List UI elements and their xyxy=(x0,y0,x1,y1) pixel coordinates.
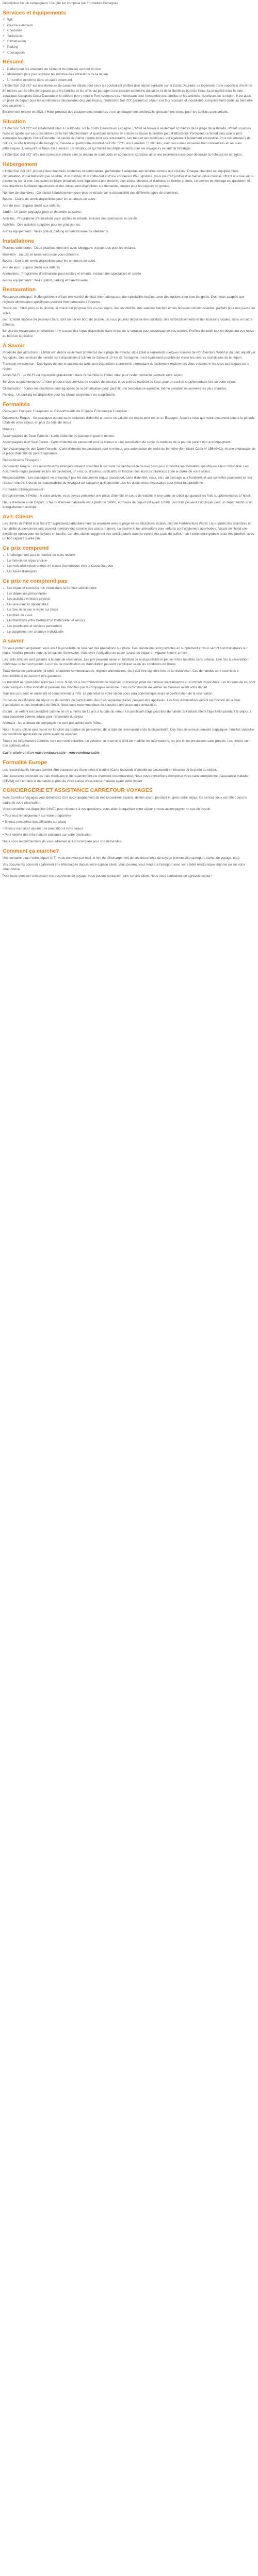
list-item: ● Les pourboires et services personnels xyxy=(3,624,255,629)
formalites-paragraph: Enregistrement à l'Hôtel : À votre arrivée, vous devrez présenter une pièce d'identité en cours de validité et une carte de crédit qui garantit les frais supplémentaires à l'hôtel. xyxy=(3,494,251,498)
installations-paragraph: Animations : Programme d'animations pour adultes et enfants, incluant des spectacles en soirée. xyxy=(3,272,142,276)
hebergement-paragraph: Activités : Des activités adaptées pour les plus jeunes. xyxy=(3,223,81,227)
situation-paragraph: L'Hôtel Bon Sol d'O" est idéalement situé à La Pineda, sur la Costa Daurada en Espagne. L'hôtel se trouve à seulement 50 mètres de la plage de la Pineda, offrant un accès facile et rapide aux eaux cristallines de la mer Méditerranée. À quelques minutes en voiture se trouve le célèbre parc d'attractions PortAventura World ainsi que le parc aquatique Aquopolis Costa Daurada. Le centre de Salou, réputé pour ses restaurants, ses bars et ses boutiques, est également facilement accessible. Pour les amateurs de culture, la ville historique de Tarragone, classée au patrimoine mondial de l'UNESCO, est à environ 15 minutes, avec ses ruines romaines bien conservées et ses rues pittoresques. L'aéroport de Reus est à environ 10 minutes, ce qui facilite les déplacements pour les voyageurs venant de l'étranger. xyxy=(3,127,251,150)
conciergerie-paragraph: • Pour tout renseignement sur votre programme xyxy=(3,814,72,818)
avance-title: A savoir xyxy=(3,638,24,645)
formalites-paragraph: Responsabilités : Les passagers ne présentant pas les documents requis (passeport, carte d'identité, visas, etc.) au passage aux frontières et aux contrôles pourraient se voir refuser l'entrée. Il est de la responsabilité du voyageur de s'assurer qu'il possède tous les documents nécessaires pour éviter tout problème. xyxy=(3,476,253,485)
list-item: ● Les repas et boissons non inclus dans la formule sélectionnée xyxy=(3,586,255,591)
hebergement-paragraph: Aire de jeux : Espace dédié aux enfants. xyxy=(3,204,61,208)
formalites-paragraph: Accompagnés de Deux Parents : Carte d'identité ou passeport pour le mineur. xyxy=(3,434,115,438)
formalites-paragraph: Heure d'Arrivée et de Départ : L'heure d'arrivée habituelle est à partir de 14h00, et l'heure de départ est avant 10h00. Des frais peuvent s'appliquer pour un départ tardif ou un enregistrement anticipé. xyxy=(3,500,253,510)
savoir-paragraph: Proximité des attractions : L'hôtel est idéal à seulement 50 mètres de la plage de Pineda, situé idéal à seulement quelques minutes de PortAventura World et du parc aquatique Aquopolis. Des services de navette sont disponibles à 5,5 km de Salou et 10 km de Tarragone. Il est également possible de visiter les centres touristiques de la région. xyxy=(3,351,255,360)
situation-title: Situation xyxy=(3,118,26,125)
hebergement-paragraph: Sports : Courts de tennis disponibles pour les amateurs de sport. xyxy=(3,197,96,201)
sante-title: Formalité Europe xyxy=(3,759,47,766)
installations-paragraph: Sports : Courts de tennis disponibles pour les amateurs de sport. xyxy=(3,259,96,263)
formalites-paragraph: Ressortissants Étrangers : xyxy=(3,458,41,462)
hebergement-paragraph: Activités : Programme d'animations pour adultes et enfants, incluant des spectacles en soirée. xyxy=(3,216,138,221)
savoir-title: À Savoir xyxy=(3,342,25,349)
list-item: ✔ Wifi xyxy=(3,18,255,23)
commander-title: Comment ça marche? xyxy=(3,848,59,854)
restauration-paragraph: Service de restauration en chambre : Il y a aussi des repas disponibles dans le bar de la terrasse pour accompagner vos soirées. Profitez du soleil tout en dégustant vos repas au bord de la piscine. xyxy=(3,329,254,338)
hebergement-paragraph: Autres équipements : Wi-Fi gratuit, parking et blanchisserie de vêtements. xyxy=(3,229,109,233)
hebergement-paragraph: L'Hôtel Bon Sol d'O" propose des chambres modernes et confortables, parfaitement adaptées aux familles comme aux couples. Chaque chambre est équipée d'une climatisation, d'une télévision par satellite, d'un minibar, d'un coffre-fort et d'une connexion Wi-Fi gratuite. Vous pourrez profiter d'un balcon privé meublé, offrant une vue sur la piscine ou sur la mer. Les salles de bains privatives sont équipées d'une douche, d'un sèche-cheveux et d'articles de toilette gratuits. Le service de ménage est quotidien, et des chambres familiales spacieuses et des suites sont disponibles sur demande, idéales pour les séjours en groupe. xyxy=(3,170,254,188)
avance-paragraph: Toutes les informations données sont non contractuelles. Le vendeur se réserve le droit de modifier les informations, les prix et les prestations sans préavis. Les photos sont non contractuelles. xyxy=(3,739,251,748)
list-item: ● Les vols aller-retour opérés en classe économique vers la Costa Daurada xyxy=(3,564,255,569)
conciergerie-paragraph: • Si vous souhaitez ajouter une prestation à votre séjour xyxy=(3,826,83,831)
avance-paragraph: Tous nos prix sont en euros (€) et comprennent la TVA. Le prix total de votre séjour vous sera communiqué avant la confirmation de la réservation. xyxy=(3,692,214,696)
list-item: ● Les dépenses personnelles xyxy=(3,591,255,597)
list-item: ● Les taxes d'aéroport xyxy=(3,569,255,574)
resume-paragraph: L'Hôtel Bon Sol d'O" est une demeure de caractère idéale pour ceux qui souhaitent profiter d'un séjour agréable sur la Costa Daurada. Le logement d'une superficie d'environ 50 mètres carrés offre de la place pour les familles et les amis qui partagent une passion commune du calme et de la liberté au bord de l'eau. Sa proximité avec le parc aquatique Aquopolis Costa Daurada et le célèbre port y rend le Port Aventura très intéressant pour l'ensemble des familles et les activités historiques de la région. Il est aussi un point de départ pour les nombreuses découvertes des vins locaux, l'Hôtel Bon Sol d'O" garantit un séjour à la fois reposant et inoubliable, complètement dédié au bien-être des vacanciers. xyxy=(3,84,253,108)
sante-paragraph: Une assurance couvrant les frais médicaux et de rapatriement est vivement recommandée. Nous vous conseillons d'emporter votre carte européenne d'assurance maladie (CEAM) ou d'en faire la demande auprès de votre caisse d'assurance maladie avant votre départ. xyxy=(3,774,249,783)
ne-comprend-list xyxy=(3,586,255,634)
restauration-paragraph: Snack-bar : Situé près de la piscine, le snack-bar propose des en-cas légers, des sandwichs, des salades fraîches et des boissons rafraîchissantes, parfaits pour une pause au soleil. xyxy=(3,307,255,315)
savoir-paragraph: Services supplémentaires : L'hôtel propose des services de location de voitures et de prêt de matériel de loisir, pour un confort supplémentaire lors de votre séjour. xyxy=(3,380,237,384)
savoir-paragraph: Accès Wi-Fi : Le Wi-Fi est disponible gratuitement dans l'ensemble de l'hôtel, idéal pour rester connecté pendant votre séjour. xyxy=(3,374,183,378)
list-item: ● L'hébergement pour le nombre de nuits réservé xyxy=(3,553,255,558)
formalites-paragraph: Mineurs : xyxy=(3,427,16,431)
formalites-paragraph: Non Accompagnés des Deux Parents : Carte d'identité ou passeport pour le mineur, une autorisation de sortie du territoire (formulaire Cerfa n° 15646*01), et une photocopie de la pièce d'identité du parent signataire. xyxy=(3,447,255,456)
formalites-paragraph: Documents Requis : Les ressortissants étrangers doivent consulter le consulat ou l'ambassade de leur pays pour connaître les formalités spécifiques à leur nationalité. Les documents requis peuvent inclure un passeport, un visa, ou d'autres justificatifs en fonction des accords bilatéraux et de la durée de votre séjour. xyxy=(3,465,249,473)
sante-paragraph: Les ressortissants français doivent être possesseurs d'une pièce d'identité (Carte nationale d'identité ou passeport) en fonction de la durée du séjour. xyxy=(3,768,217,772)
comprend-list xyxy=(3,553,255,574)
formalites-paragraph: Documents Requis : Un passeport ou une carte nationale d'identité en cours de validité est requis pour entrer en Espagne. Assurez-vous que votre document couvre la période totale de votre séjour, en plus du délai de retour. xyxy=(3,416,255,425)
avance-paragraph: Enfant : un enfant est considéré comme tel s'il a moins de 12 ans à la date du retour. Un justificatif d'âge peut être demandé. Si l'enfant atteint l'âge limite pendant le séjour, il sera considéré comme adulte pour l'ensemble du séjour. xyxy=(3,709,252,719)
list-item: ✔ Climatisation xyxy=(3,39,255,44)
savoir-paragraph: Transport en commun : Des lignes de bus et stations de taxis sont disponibles à proximité, permettant de facilement explorer les villes voisines et les sites touristiques de la région. xyxy=(3,362,250,371)
avance-paragraph: En cas de modification du séjour ou de nombre de participants, des frais supplémentaires peuvent être appliqués. Les frais d'annulation varient en fonction de la date d'annulation et des conditions de l'hôtel. Nous vous recommandons de souscrire une assurance annulation. xyxy=(3,698,240,707)
list-item: ● Les transferts entre l'aéroport et l'hôtel (aller et retour) xyxy=(3,618,255,623)
installations-paragraph: Piscines extérieures : Deux piscines, dont une avec toboggans et pour tous pour les enfants. xyxy=(3,246,136,250)
resume-paragraph: Entièrement rénové en 2021, l'Hôtel propose des équipements modernes et un aménagement confortable spécialement conçu pour les familles avec enfants. xyxy=(3,110,229,114)
avance-paragraph: Les tarifs affichés sont garantis à la date de réservation. Les prix peuvent varier en fonction de la disponibilité et peuvent être modifiés sans préavis. Une fois la réservation confirmée, le tarif est garanti. Les frais de modification ou d'annulation peuvent s'appliquer selon les conditions de l'hôtel. xyxy=(3,657,249,667)
list-item: ● Les assurances optionnelles xyxy=(3,602,255,607)
conciergerie-paragraph: Nous vous recommandons de vous adresser à la conciergerie pour vos demandes. xyxy=(3,840,122,844)
avance-paragraph: Note : le prix affiché peut varier en fonction du nombre de personnes, de la date de réservation et de la disponibilité. Des frais de service peuvent s'appliquer. Veuillez consulter les conditions générales de vente avant de réserver. xyxy=(3,727,255,737)
commander-paragraph: Vos documents pourront également être téléchargés depuis votre espace client. Vous pourrez vous rendre à l'aéroport avec votre billet électronique imprimé ou sur votre smartphone. xyxy=(3,862,246,872)
conciergerie-paragraph: • Si vous rencontrez des difficultés sur place xyxy=(3,820,67,824)
restauration-title: Restauration xyxy=(3,286,36,293)
list-item: ✔ Cheminée xyxy=(3,28,255,33)
situation-paragraph: L'Hôtel Bon Sol d'O" offre une connexion idéale avec le réseau de transports en commun et constitue ainsi une excellente base pour découvrir la richesse de la région. xyxy=(3,153,243,157)
list-item: ● Les frais de visas xyxy=(3,613,255,618)
savoir-paragraph: Parking : Un parking est disponible pour les clients moyennant un supplément. xyxy=(3,393,116,397)
ne-comprend-title: Ce prix ne comprend pas xyxy=(3,578,68,584)
list-item: ● Un confort moderne dans un cadre charmant xyxy=(3,78,255,83)
list-item: ● La taxe de séjour à régler sur place xyxy=(3,607,255,613)
installations-title: Installations xyxy=(3,238,35,244)
list-item: ● Les activités et loisirs payants xyxy=(3,597,255,602)
list-item: ● Idéalement plus pour explorer les nombreuses attractions de la région xyxy=(3,72,255,77)
restauration-paragraph: Bar : L'Hôtel dispose de plusieurs bars, dont un bar en bord de piscine, où vous pourrez déguster des cocktails, des rafraîchissements et des boissons locales, dans un cadre détendu. xyxy=(3,318,253,327)
avance-paragraph: Toute demande particulière (lit bébé, chambres communicantes, régimes alimentaires, etc.) doit être signalée lors de la réservation. Ces demandes sont soumises à disponibilité et ne peuvent être garanties. xyxy=(3,669,239,678)
list-item: ✔ Parking xyxy=(3,45,255,50)
avis-title: Avis Clients xyxy=(3,513,34,520)
commander-paragraph: Une semaine avant votre départ (J-7), vous recevrez par mail, le lien de téléchargement de vos documents de voyage (convocation aéroport, carnet de voyage, etc.). xyxy=(3,856,240,860)
resume-list xyxy=(3,67,255,83)
restauration-paragraph: Restaurant principal : Buffet généreux offrant une variété de plats internationaux et des spécialités locales, avec des options pour tous les goûts. Des repas adaptés aux régimes alimentaires spécifiques peuvent être demandés à l'avance. xyxy=(3,295,245,304)
formalites-paragraph: Passagers Français, Européens ou Ressortissants de l'Espace Économique Européen : xyxy=(3,410,129,414)
conciergerie-paragraph: Avec Carrefour Voyages vous bénéficiez d'un accompagnement de nos conseillers experts, dédiés avant, pendant et après votre séjour. Ce service vous est offert dans le cadre de votre réservation. xyxy=(3,796,247,805)
services-list xyxy=(3,18,255,55)
cartes-note: Carte vitale et d'un non-remboursable - non-remboursable xyxy=(3,751,100,755)
conciergerie-title: CONCIERGERIE ET ASSISTANCE CARREFOUR VOYAGES xyxy=(3,787,153,794)
services-title: Services et équipements xyxy=(3,9,67,16)
list-item: ● La formule de repas choisie xyxy=(3,558,255,564)
list-item: ✔ Télévision xyxy=(3,34,255,39)
conciergerie-paragraph: • Pour obtenir des informations pratiques sur votre destination xyxy=(3,833,92,837)
hebergement-title: Hébergement xyxy=(3,161,38,167)
hebergement-paragraph: Nombre de chambres : Contactez l'établissement pour plus de détails sur la disponibilité des différents types de chambres. xyxy=(3,191,179,195)
formalites-paragraph: Accompagnés d'un Seul Parent : Carte d'identité ou passeport pour le mineur et une autorisation de sortie du territoire de la part du parent non accompagnant. xyxy=(3,440,231,445)
savoir-paragraph: Climatisation : Toutes les chambres sont équipées de la climatisation pour garantir une température agréable, même pendant les journées les plus chaudes. xyxy=(3,386,227,391)
installations-paragraph: Bien-être : Jacuzzi et bains turcs pour vous détendre. xyxy=(3,252,79,257)
avance-paragraph: Animaux : les animaux de compagnie ne sont pas admis dans l'hôtel. xyxy=(3,721,102,725)
list-item: ● Parfait pour les amateurs de calme et de plénière au bord du lieu xyxy=(3,67,255,72)
formalites-paragraph: Formalités d'Enregistrement : xyxy=(3,487,45,492)
conciergerie-paragraph: Votre conseiller est disponible 24h/7J pour répondre à vos questions, vous aider à organiser votre séjour et vous accompagner en cas de besoin. xyxy=(3,807,212,811)
installations-paragraph: Aire de jeux : Espace dédié aux enfants. xyxy=(3,265,61,269)
installations-paragraph: Autres équipements : Wi-Fi gratuit, parking et blanchisserie. xyxy=(3,278,89,282)
avance-paragraph: Le transfert aéroport-hôtel n'est pas inclus. Nous vous recommandons de réserver un transfert privé ou d'utiliser les transports en commun disponibles. Les horaires de vol sont communiqués à titre indicatif et peuvent être modifiés par la compagnie aérienne. Il est recommandé de vérifier les horaires avant votre départ. xyxy=(3,681,255,689)
commander-paragraph: Pour toute question concernant vos documents de voyage, vous pouvez contacter notre service client. Nous vous souhaitons un agréable séjour ! xyxy=(3,874,213,878)
avance-paragraph: En vous portant acquéreur, vous avez la possibilité de réserver des prestations sur place. Ces prestations sont payantes en supplément et vous seront communiquées sur place. Veuillez prendre note qu'en cas de réservation, vous avez l'obligation de payer la taxe de séjour en vigueur à votre arrivée. xyxy=(3,646,248,655)
list-item: ● Le supplément en chambre individuelle xyxy=(3,630,255,635)
formalites-title: Formalités xyxy=(3,401,30,408)
resume-title: Résumé xyxy=(3,59,24,65)
page xyxy=(0,0,258,883)
intro-text: Description Ce joli campagnard ! Ce gîte est composé par Formalités Consignes xyxy=(3,2,118,5)
comprend-title: Ce prix comprend xyxy=(3,545,49,551)
avis-paragraph: Les clients de l'Hôtel Bon Sol d'O" apprécient particulièrement sa proximité avec la plage et les attractions locales, comme PortAventura World. La propreté des chambres et l'amabilité du personnel sont souvent mentionnées comme des atouts majeurs. La piscine et les animations pour enfants sont également appréciées, faisant de l'hôtel une excellente option pour les séjours en famille. Certains clients suggèrent des améliorations dans la variété des plats du buffet, mais l'expérience globale reste très positive, avec un bon rapport qualité-prix. xyxy=(3,522,254,541)
hebergement-paragraph: Jardin : Un jardin paysager pour se détendre au calme. xyxy=(3,210,82,214)
list-item: ✔ Coucageurs xyxy=(3,50,255,56)
list-item: ✔ Pisicne extérieure xyxy=(3,23,255,28)
